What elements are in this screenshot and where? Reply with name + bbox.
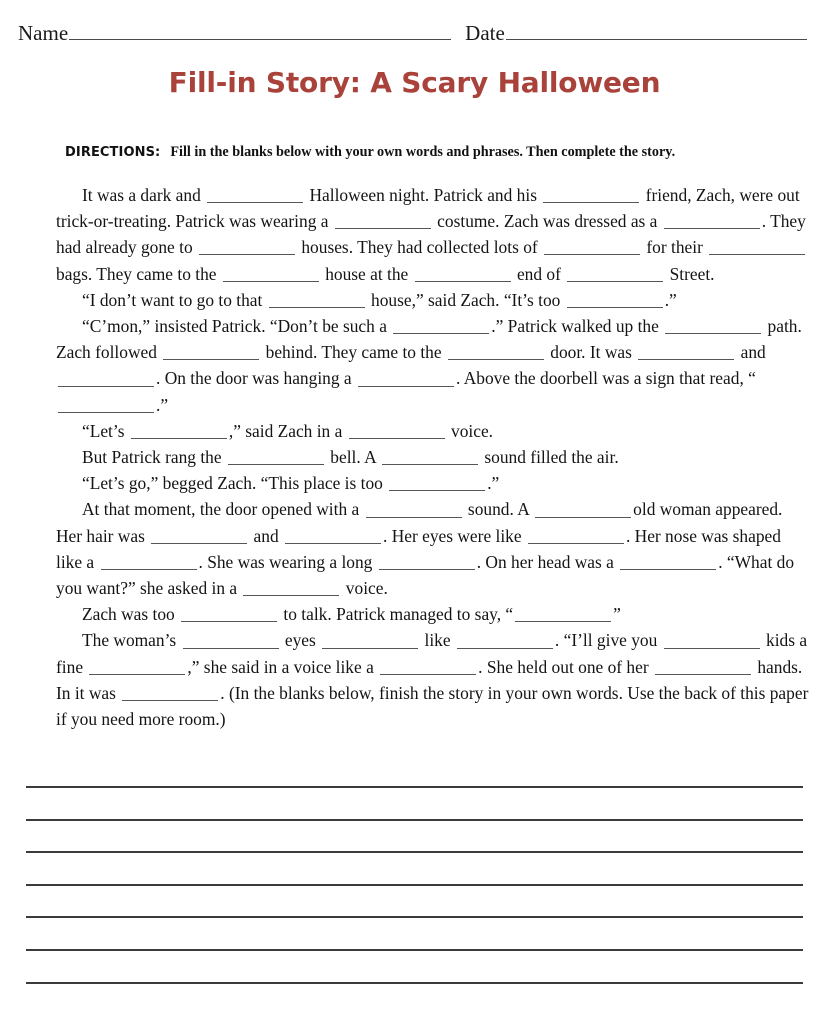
story-text: Zach was too — [82, 604, 180, 625]
fill-in-blank[interactable] — [207, 186, 303, 204]
story-text: . She held out one of her — [478, 656, 653, 677]
story-paragraph — [56, 470, 809, 496]
fill-in-blank[interactable] — [448, 343, 544, 361]
fill-in-blank[interactable] — [393, 317, 489, 335]
fill-in-blank[interactable] — [243, 579, 339, 597]
writing-lines — [26, 786, 803, 984]
story-text: path. Zach followed — [56, 316, 802, 363]
story-text: and — [249, 525, 284, 546]
story-text: Street. — [665, 263, 715, 284]
fill-in-blank[interactable] — [664, 212, 760, 230]
fill-in-blank[interactable] — [58, 369, 154, 387]
date-label: Date — [465, 21, 505, 45]
story-text: kids a fine — [56, 630, 808, 677]
directions-text: Fill in the blanks below with your own words and phrases. Then complete the story. — [170, 144, 676, 160]
fill-in-blank[interactable] — [379, 552, 475, 570]
story-text: “I don’t want to go to that — [82, 289, 267, 310]
story-text: to talk. Patrick managed to say, “ — [279, 604, 514, 625]
story-text: voice. — [341, 578, 388, 599]
fill-in-blank[interactable] — [709, 238, 805, 256]
story-text: door. It was — [545, 342, 637, 363]
fill-in-blank[interactable] — [89, 657, 185, 675]
fill-in-blank[interactable] — [389, 474, 485, 492]
story-text: .” — [156, 394, 169, 415]
story-text: But Patrick rang the — [82, 447, 226, 468]
story-text: “Let’s — [82, 420, 129, 441]
fill-in-blank[interactable] — [349, 421, 445, 439]
fill-in-blank[interactable] — [655, 657, 751, 675]
story-text: .” — [487, 473, 500, 494]
story-paragraph — [56, 627, 809, 732]
fill-in-blank[interactable] — [528, 526, 624, 544]
story-text: like — [420, 630, 455, 651]
fill-in-blank[interactable] — [638, 343, 734, 361]
name-date-row — [0, 22, 829, 50]
writing-line[interactable] — [26, 982, 803, 984]
story-text: costume. Zach was dressed as a — [432, 211, 662, 232]
story-text: . On the door was hanging a — [156, 368, 356, 389]
story-text: bags. They came to the — [56, 263, 221, 284]
fill-in-blank[interactable] — [285, 526, 381, 544]
directions-label: DIRECTIONS: — [65, 145, 161, 160]
fill-in-blank[interactable] — [567, 264, 663, 282]
story-text: ” — [613, 604, 621, 625]
fill-in-blank[interactable] — [664, 631, 760, 649]
fill-in-blank[interactable] — [366, 500, 462, 518]
story-text: . “What do you want?” she asked in a — [56, 551, 795, 599]
story-text: old woman appeared. Her hair was — [56, 499, 783, 546]
story-paragraph — [56, 418, 809, 444]
story-text: . Her eyes were like — [383, 525, 526, 546]
name-label: Name — [18, 21, 69, 45]
story-text: bell. A — [325, 447, 381, 468]
fill-in-blank[interactable] — [665, 317, 761, 335]
story-text: . (In the blanks below, finish the story in your own words. Use the back of this paper if you need more room.) — [56, 682, 809, 730]
directions — [65, 144, 805, 161]
story-paragraph — [56, 182, 809, 287]
fill-in-blank[interactable] — [544, 238, 640, 256]
writing-line[interactable] — [26, 786, 803, 788]
fill-in-blank[interactable] — [382, 448, 478, 466]
fill-in-blank[interactable] — [515, 605, 611, 623]
fill-in-blank[interactable] — [223, 264, 319, 282]
fill-in-blank[interactable] — [335, 212, 431, 230]
fill-in-blank[interactable] — [543, 186, 639, 204]
story-body — [56, 182, 809, 732]
fill-in-blank[interactable] — [228, 448, 324, 466]
writing-line[interactable] — [26, 884, 803, 886]
story-text: . Above the doorbell was a sign that read, “ — [455, 368, 756, 389]
story-text: sound filled the air. — [480, 447, 619, 468]
story-text: . They had already gone to — [56, 211, 806, 258]
story-text: end of — [512, 263, 566, 284]
story-text: eyes — [280, 630, 321, 651]
name-input-line[interactable] — [69, 22, 451, 40]
story-text: “C’mon,” insisted Patrick. “Don’t be such a — [82, 316, 392, 337]
writing-line[interactable] — [26, 916, 803, 918]
story-text: Halloween night. Patrick and his — [305, 185, 542, 205]
fill-in-blank[interactable] — [322, 631, 418, 649]
fill-in-blank[interactable] — [358, 369, 454, 387]
writing-line[interactable] — [26, 949, 803, 951]
story-text: The woman’s — [82, 630, 181, 651]
story-text: sound. A — [463, 499, 534, 520]
fill-in-blank[interactable] — [380, 657, 476, 675]
story-text: and — [736, 342, 766, 363]
story-text: ,” said Zach in a — [228, 420, 347, 441]
story-text: voice. — [446, 420, 494, 441]
story-paragraph — [56, 444, 809, 470]
date-input-line[interactable] — [506, 22, 807, 40]
story-paragraph — [56, 313, 809, 418]
fill-in-blank[interactable] — [199, 238, 295, 256]
fill-in-blank[interactable] — [151, 526, 247, 544]
fill-in-blank[interactable] — [131, 421, 227, 439]
fill-in-blank[interactable] — [415, 264, 511, 282]
writing-line[interactable] — [26, 851, 803, 853]
fill-in-blank[interactable] — [535, 500, 631, 518]
fill-in-blank[interactable] — [122, 683, 218, 701]
fill-in-blank[interactable] — [183, 631, 279, 649]
fill-in-blank[interactable] — [163, 343, 259, 361]
fill-in-blank[interactable] — [567, 290, 663, 308]
story-paragraph — [56, 287, 809, 313]
story-text: At that moment, the door opened with a — [82, 499, 364, 520]
fill-in-blank[interactable] — [101, 552, 197, 570]
story-text: .” — [664, 289, 677, 310]
fill-in-blank[interactable] — [181, 605, 277, 623]
story-text: .” Patrick walked up the — [491, 316, 664, 337]
story-text: . Her nose was shaped like a — [56, 525, 781, 572]
fill-in-blank[interactable] — [269, 290, 365, 308]
story-text: hands. In it was — [56, 656, 803, 703]
page-title: Fill-in Story: A Scary Halloween — [168, 66, 661, 99]
story-text: “Let’s go,” begged Zach. “This place is too — [82, 473, 388, 494]
story-text: . “I’ll give you — [554, 630, 662, 651]
writing-line[interactable] — [26, 819, 803, 821]
story-text: . She was wearing a long — [198, 551, 377, 572]
story-paragraph — [56, 496, 809, 601]
story-text: houses. They had collected lots of — [297, 237, 543, 258]
story-text: It was a dark and — [82, 185, 206, 205]
fill-in-blank[interactable] — [457, 631, 553, 649]
story-text: friend, Zach, were out trick-or-treating. Patrick was wearing a — [56, 185, 800, 232]
story-text: behind. They came to the — [261, 342, 446, 363]
story-text: house,” said Zach. “It’s too — [366, 289, 565, 310]
story-text: for their — [642, 237, 708, 258]
story-paragraph — [56, 601, 809, 627]
story-text: ,” she said in a voice like a — [187, 656, 379, 677]
story-text: . On her head was a — [476, 551, 619, 572]
fill-in-blank[interactable] — [58, 395, 154, 413]
story-text: house at the — [320, 263, 413, 284]
fill-in-blank[interactable] — [620, 552, 716, 570]
